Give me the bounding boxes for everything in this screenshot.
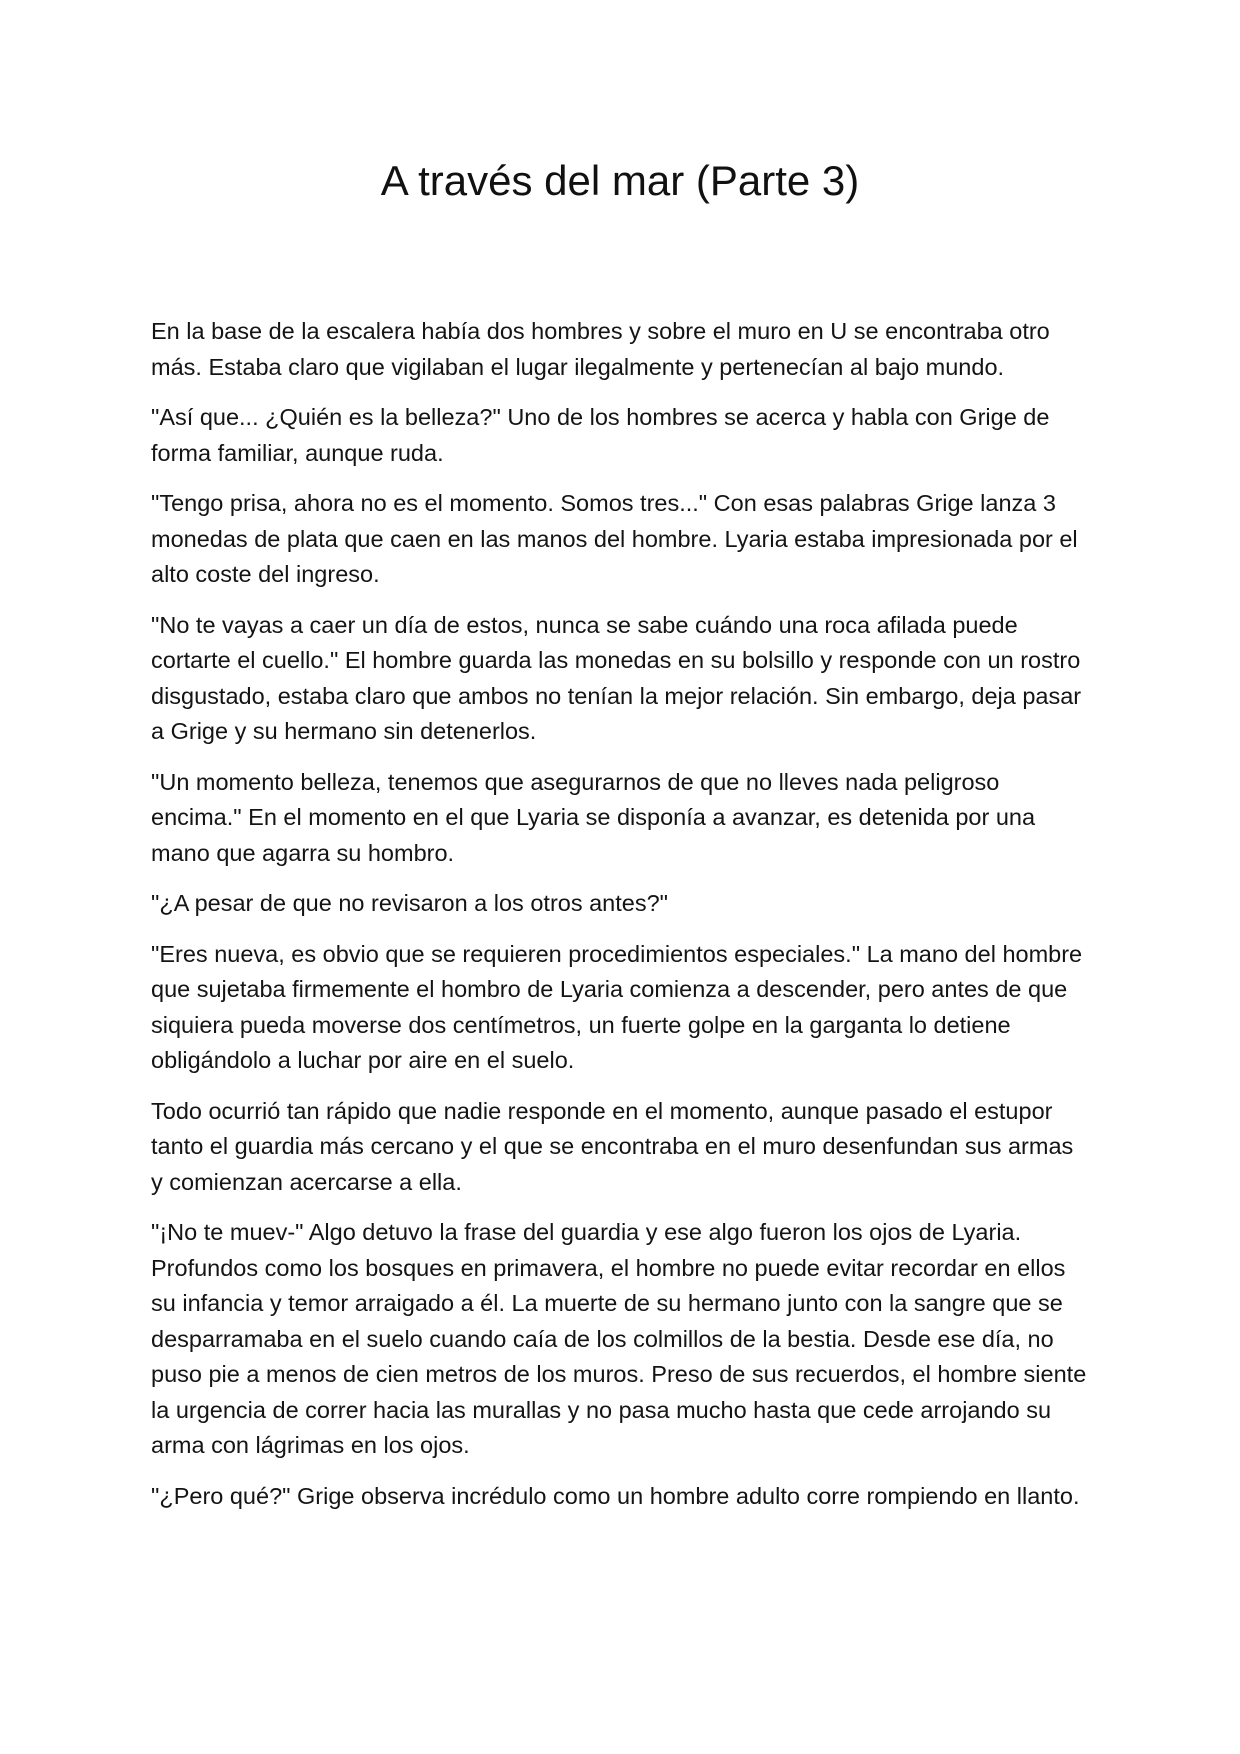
chapter-body [151,314,1091,1529]
paragraph-9: "¡No te muev-" Algo detuvo la frase del guardia y ese algo fueron los ojos de Lyaria. Profundos como los bosques en primavera, el hombre no puede evitar recordar en ellos su infancia y temor arraigado a él. La muerte de su hermano junto con la sangre que se desparramaba en el suelo cuando caía de los colmillos de la bestia. Desde ese día, no puso pie a menos de cien metros de los muros. Preso de sus recuerdos, el hombre siente la urgencia de correr hacia las murallas y no pasa mucho hasta que cede arrojando su arma con lágrimas en los ojos. [151,1219,1087,1458]
paragraph-6: "¿A pesar de que no revisaron a los otros antes?" [151,890,669,916]
paragraph-3: "Tengo prisa, ahora no es el momento. Somos tres..." Con esas palabras Grige lanza 3 monedas de plata que caen en las manos del hombre. Lyaria estaba impresionada por el alto coste del ingreso. [151,490,1078,587]
paragraph-7: "Eres nueva, es obvio que se requieren procedimientos especiales." La mano del hombre que sujetaba firmemente el hombro de Lyaria comienza a descender, pero antes de que siquiera pueda moverse dos centímetros, un fuerte golpe en la garganta lo detiene obligándolo a luchar por aire en el suelo. [151,940,1083,1073]
paragraph-2: "Así que... ¿Quién es la belleza?" Uno de los hombres se acerca y habla con Grige de forma familiar, aunque ruda. [151,404,1050,466]
paragraph-8: Todo ocurrió tan rápido que nadie responde en el momento, aunque pasado el estupor tanto el guardia más cercano y el que se encontraba en el muro desenfundan sus armas y comienzan acercarse a ella. [151,1097,1074,1195]
paragraph-10: "¿Pero qué?" Grige observa incrédulo como un hombre adulto corre rompiendo en llanto. [151,1482,1080,1509]
paragraph-4: "No te vayas a caer un día de estos, nunca se sabe cuándo una roca afilada puede cortarte el cuello." El hombre guarda las monedas en su bolsillo y responde con un rostro disgustado, estaba claro que ambos no tenían la mejor relación. Sin embargo, deja pasar a Grige y su hermano sin detenerlos. [151,611,1082,744]
paragraph-1: En la base de la escalera había dos hombres y sobre el muro en U se encontraba otro más. Estaba claro que vigilaban el lugar ilegalmente y pertenecían al bajo mundo. [151,318,1050,380]
chapter-title: A través del mar (Parte 3) [380,157,860,204]
paragraph-5: "Un momento belleza, tenemos que asegurarnos de que no lleves nada peligroso encima." En el momento en el que Lyaria se disponía a avanzar, es detenida por una mano que agarra su hombro. [151,768,1036,866]
